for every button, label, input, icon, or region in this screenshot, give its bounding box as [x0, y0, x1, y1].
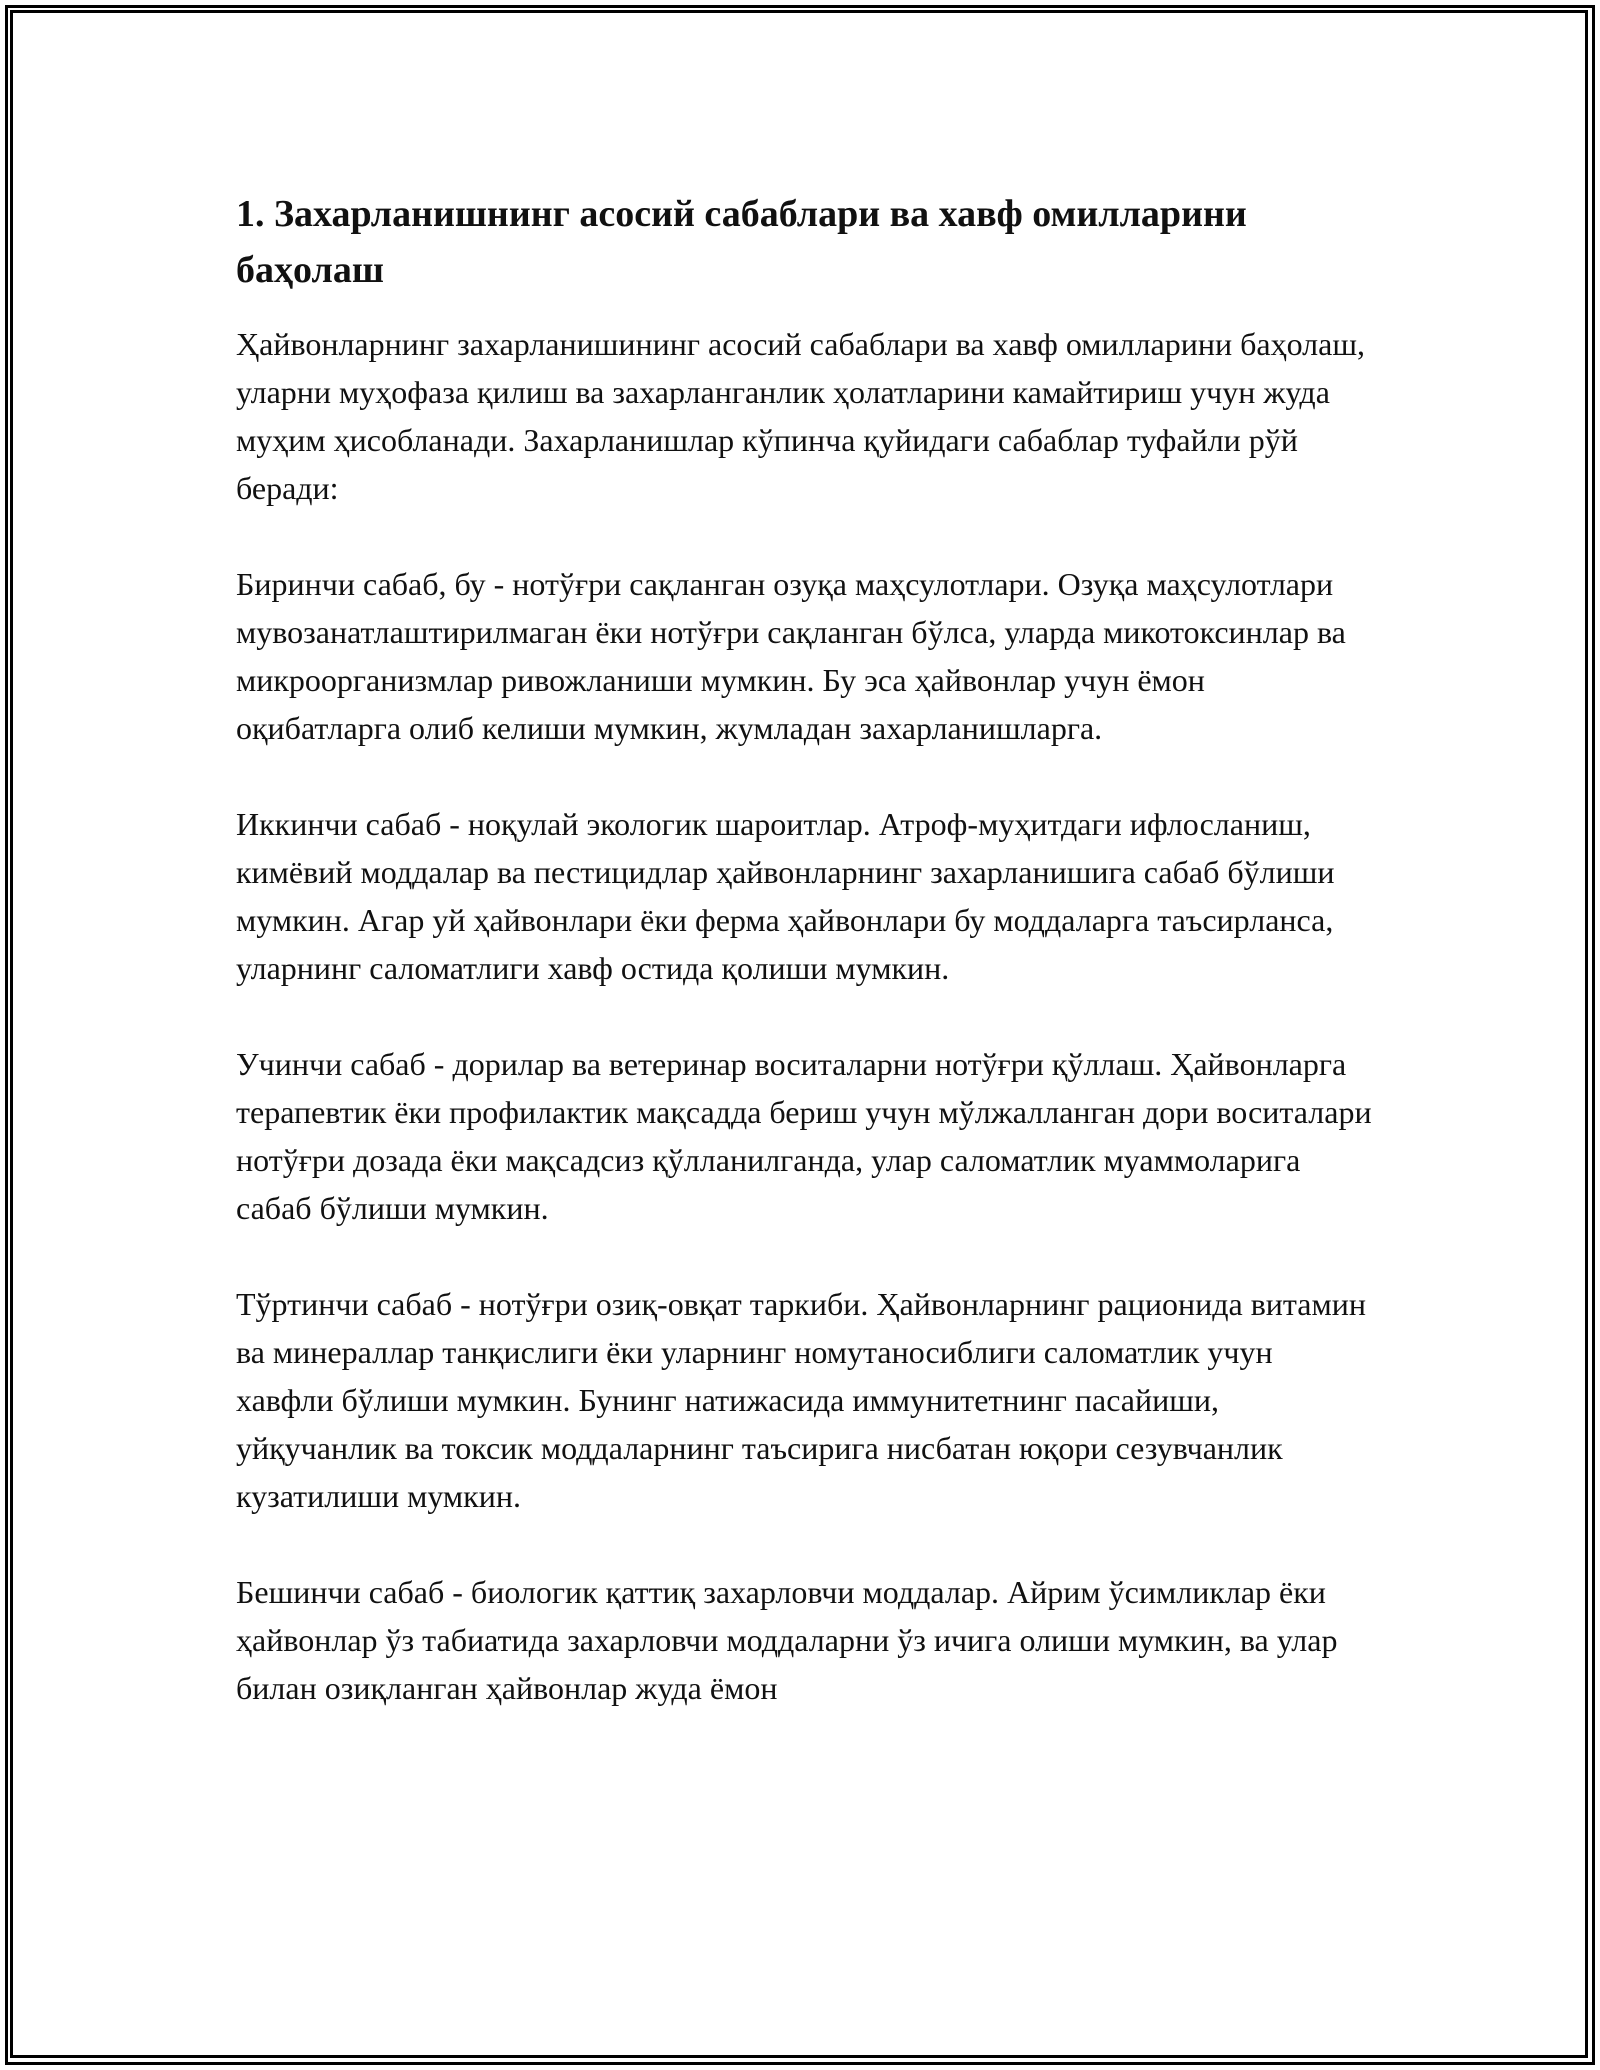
paragraph-reason-4: Тўртинчи сабаб - нотўғри озиқ-овқат таркиби. Ҳайвонларнинг рационида витамин ва минераллар танқислиги ёки уларнинг номутаносиблиги саломатлик учун хавфли бўлиши мумкин. Бунинг натижасида иммунитетнинг пасайиши, уйқучанлик ва токсик моддаларнинг таъсирига нисбатан юқори сезувчанлик кузатилиши мумкин.	[236, 1286, 1366, 1514]
paragraph-reason-5: Бешинчи сабаб - биологик қаттиқ захарловчи моддалар. Айрим ўсимликлар ёки ҳайвонлар ўз табиатида захарловчи моддаларни ўз ичига олиши мумкин, ва улар билан озиқланган ҳайвонлар жуда ёмон	[236, 1574, 1338, 1706]
paragraph-reason-1: Биринчи сабаб, бу - нотўғри сақланган озуқа маҳсулотлари. Озуқа маҳсулотлари мувозанатлаштирилмаган ёки нотўғри сақланган бўлса, уларда микотоксинлар ва микроорганизмлар ривожланиши мумкин. Бу эса ҳайвонлар учун ёмон оқибатларга олиб келиши мумкин, жумладан захарланишларга.	[236, 566, 1346, 746]
paragraph-reason-2: Иккинчи сабаб - ноқулай экологик шароитлар. Атроф-муҳитдаги ифлосланиш, кимёвий моддалар ва пестицидлар ҳайвонларнинг захарланишига сабаб бўлиши мумкин. Агар уй ҳайвонлари ёки ферма ҳайвонлари бу моддаларга таъсирланса, уларнинг саломатлиги хавф остида қолиши мумкин.	[236, 806, 1335, 986]
paragraph-reason-3: Учинчи сабаб - дорилар ва ветеринар воситаларни нотўғри қўллаш. Ҳайвонларга терапевтик ёки профилактик мақсадда бериш учун мўлжалланган дори воситалари нотўғри дозада ёки мақсадсиз қўлланилганда, улар саломатлик муаммоларига сабаб бўлиши мумкин.	[236, 1046, 1372, 1226]
paragraph-intro: Ҳайвонларнинг захарланишининг асосий сабаблари ва хавф омилларини баҳолаш, уларни муҳофаза қилиш ва захарланганлик ҳолатларини камайтириш учун жуда муҳим ҳисобланади. Захарланишлар кўпинча қуйидаги сабаблар туфайли рўй беради:	[236, 326, 1365, 506]
document-body	[236, 186, 1376, 1760]
section-heading: 1. Захарланишнинг асосий сабаблари ва хавф омилларини баҳолаш	[236, 193, 1247, 291]
